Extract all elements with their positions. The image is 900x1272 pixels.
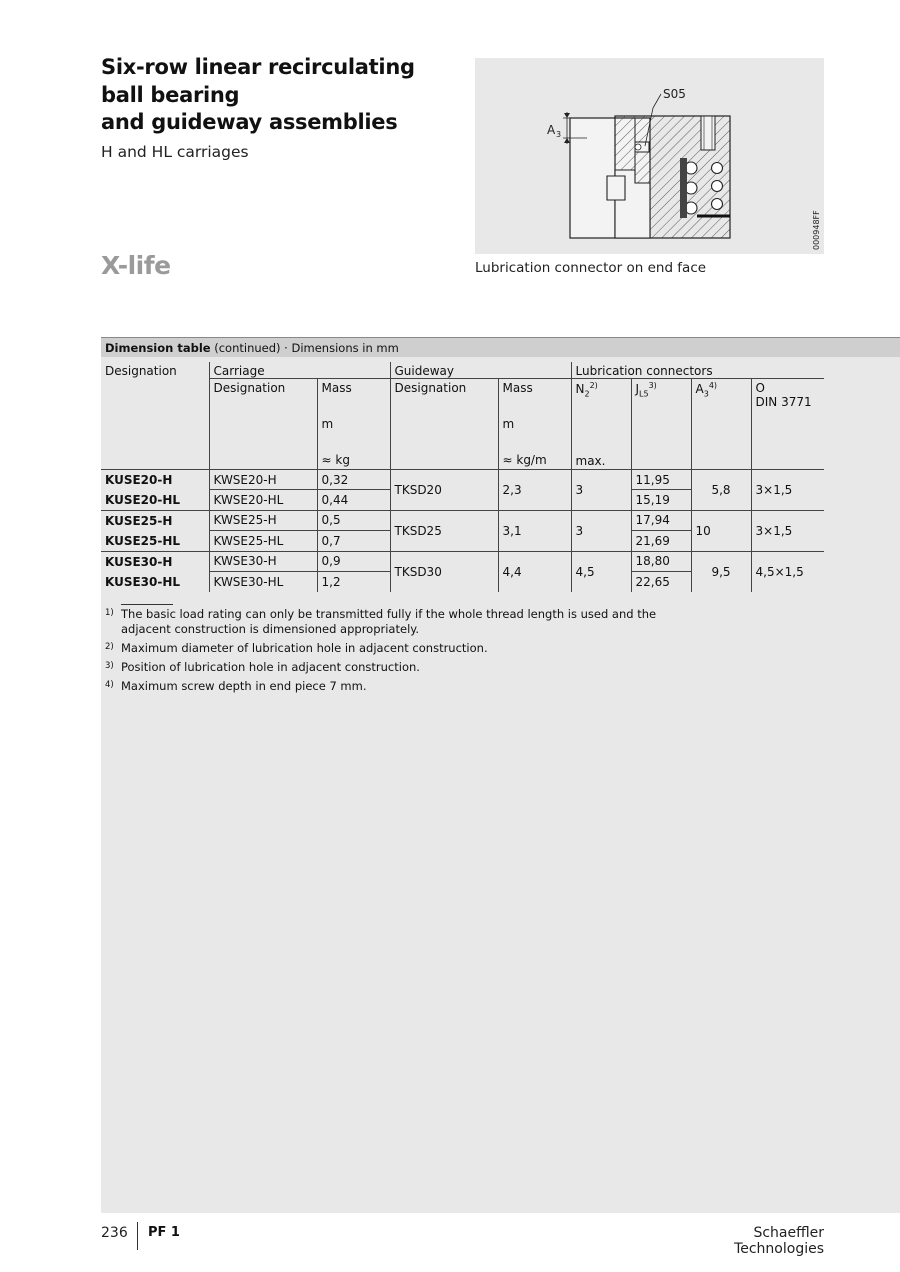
col-group-lubrication: Lubrication connectors [571, 362, 824, 379]
cell-guideway: TKSD30 [390, 551, 498, 592]
col-n2: $N_2^{2)}$ max. [571, 379, 631, 470]
figure-code: 000948FF [812, 210, 821, 250]
cell-a3: 9,5 [691, 551, 751, 592]
cell-carriage: KWSE25-HL [209, 531, 317, 551]
title-line-2: ball bearing [101, 82, 240, 107]
xlife-logo-text: X-life [101, 251, 171, 280]
cell-mass: 1,2 [317, 571, 390, 591]
dim-a3-label: A [547, 123, 556, 137]
cell-n2: 3 [571, 510, 631, 551]
cell-carriage: KWSE20-H [209, 470, 317, 490]
cell-designation: KUSE20-H [101, 470, 209, 490]
figure-caption: Lubrication connector on end face [475, 260, 707, 276]
footnote-item: 3) Position of lubrication hole in adjacent construction. [105, 660, 420, 674]
footnote-rule [121, 604, 173, 605]
cell-designation: KUSE25-HL [105, 533, 181, 548]
table-title-rest: (continued) · Dimensions in mm [210, 341, 399, 355]
title-line-3: and guideway assemblies [101, 110, 398, 134]
lubrication-drawing [475, 58, 824, 254]
cell-guideway: TKSD25 [390, 510, 498, 551]
page-subtitle: H and HL carriages [101, 143, 249, 161]
callout-s05: S05 [663, 87, 686, 101]
table-row [101, 470, 824, 490]
col-guideway-mass: Mass m ≈ kg/m [498, 379, 571, 470]
section-label: PF 1 [148, 1225, 180, 1240]
cell-a3: 5,8 [691, 470, 751, 511]
cell-mass: 0,7 [317, 531, 390, 551]
cell-jl5: 21,69 [631, 531, 691, 551]
footnotes [105, 604, 665, 698]
footnote-item: 2) Maximum diameter of lubrication hole in adjacent construction. [105, 641, 488, 655]
col-designation: Designation [105, 364, 177, 378]
cell-jl5: 11,95 [631, 470, 691, 490]
cell-o-ring: 4,5×1,5 [751, 551, 824, 592]
col-group-guideway: Guideway [390, 362, 571, 379]
cell-mass: 0,5 [317, 510, 390, 530]
table-sub-header-row [101, 379, 824, 470]
col-carriage-designation: Designation [209, 379, 317, 470]
footnote-item: 1) The basic load rating can only be transmitted fully if the whole thread length is used and the adjacent construction is dimensioned appropriately. [105, 607, 657, 636]
xlife-logo [101, 250, 193, 282]
cell-jl5: 17,94 [631, 510, 691, 530]
connector-slot [607, 176, 625, 200]
cell-carriage: KWSE30-H [209, 551, 317, 571]
col-carriage-mass: Mass m ≈ kg [317, 379, 390, 470]
cell-carriage: KWSE30-HL [209, 571, 317, 591]
cell-mass: 0,44 [317, 490, 390, 510]
cell-designation: KUSE30-H [101, 551, 209, 571]
cell-designation: KUSE30-HL [105, 574, 181, 589]
page-title [101, 54, 431, 137]
lubrication-figure [475, 58, 824, 254]
table-title-bar [101, 337, 900, 357]
cell-guideway-mass: 3,1 [498, 510, 571, 551]
cell-guideway-mass: 2,3 [498, 470, 571, 511]
table-title-bold: Dimension table [105, 341, 211, 355]
col-o-ring: O DIN 3771 [751, 379, 824, 470]
cell-a3: 10 [691, 510, 751, 551]
dimension-table [101, 362, 824, 592]
table-row [101, 510, 824, 530]
cell-guideway-mass: 4,4 [498, 551, 571, 592]
cell-n2: 4,5 [571, 551, 631, 592]
cell-o-ring: 3×1,5 [751, 470, 824, 511]
table-row [101, 551, 824, 571]
col-jl5: $J_{L5}^{3)}$ [631, 379, 691, 470]
cell-o-ring: 3×1,5 [751, 510, 824, 551]
footer-divider [137, 1222, 138, 1250]
cell-jl5: 18,80 [631, 551, 691, 571]
cell-mass: 0,32 [317, 470, 390, 490]
cell-designation: KUSE25-H [101, 510, 209, 530]
threaded-hole [701, 116, 715, 150]
dim-a3-sub: 3 [556, 130, 562, 139]
col-guideway-designation: Designation [390, 379, 498, 470]
cell-carriage: KWSE25-H [209, 510, 317, 530]
col-a3: $A_3^{4)}$ [691, 379, 751, 470]
cell-jl5: 22,65 [631, 571, 691, 591]
cell-carriage: KWSE20-HL [209, 490, 317, 510]
brand-name: Schaeffler Technologies [734, 1225, 824, 1257]
footnote-item: 4) Maximum screw depth in end piece 7 mm. [105, 679, 367, 693]
cell-mass: 0,9 [317, 551, 390, 571]
page-number: 236 [101, 1225, 128, 1241]
cell-designation: KUSE20-HL [105, 492, 181, 507]
table-group-header-row [101, 362, 824, 379]
cell-jl5: 15,19 [631, 490, 691, 510]
cell-guideway: TKSD20 [390, 470, 498, 511]
col-group-carriage: Carriage [209, 362, 390, 379]
title-line-1: Six-row linear recirculating [101, 55, 415, 79]
cell-n2: 3 [571, 470, 631, 511]
